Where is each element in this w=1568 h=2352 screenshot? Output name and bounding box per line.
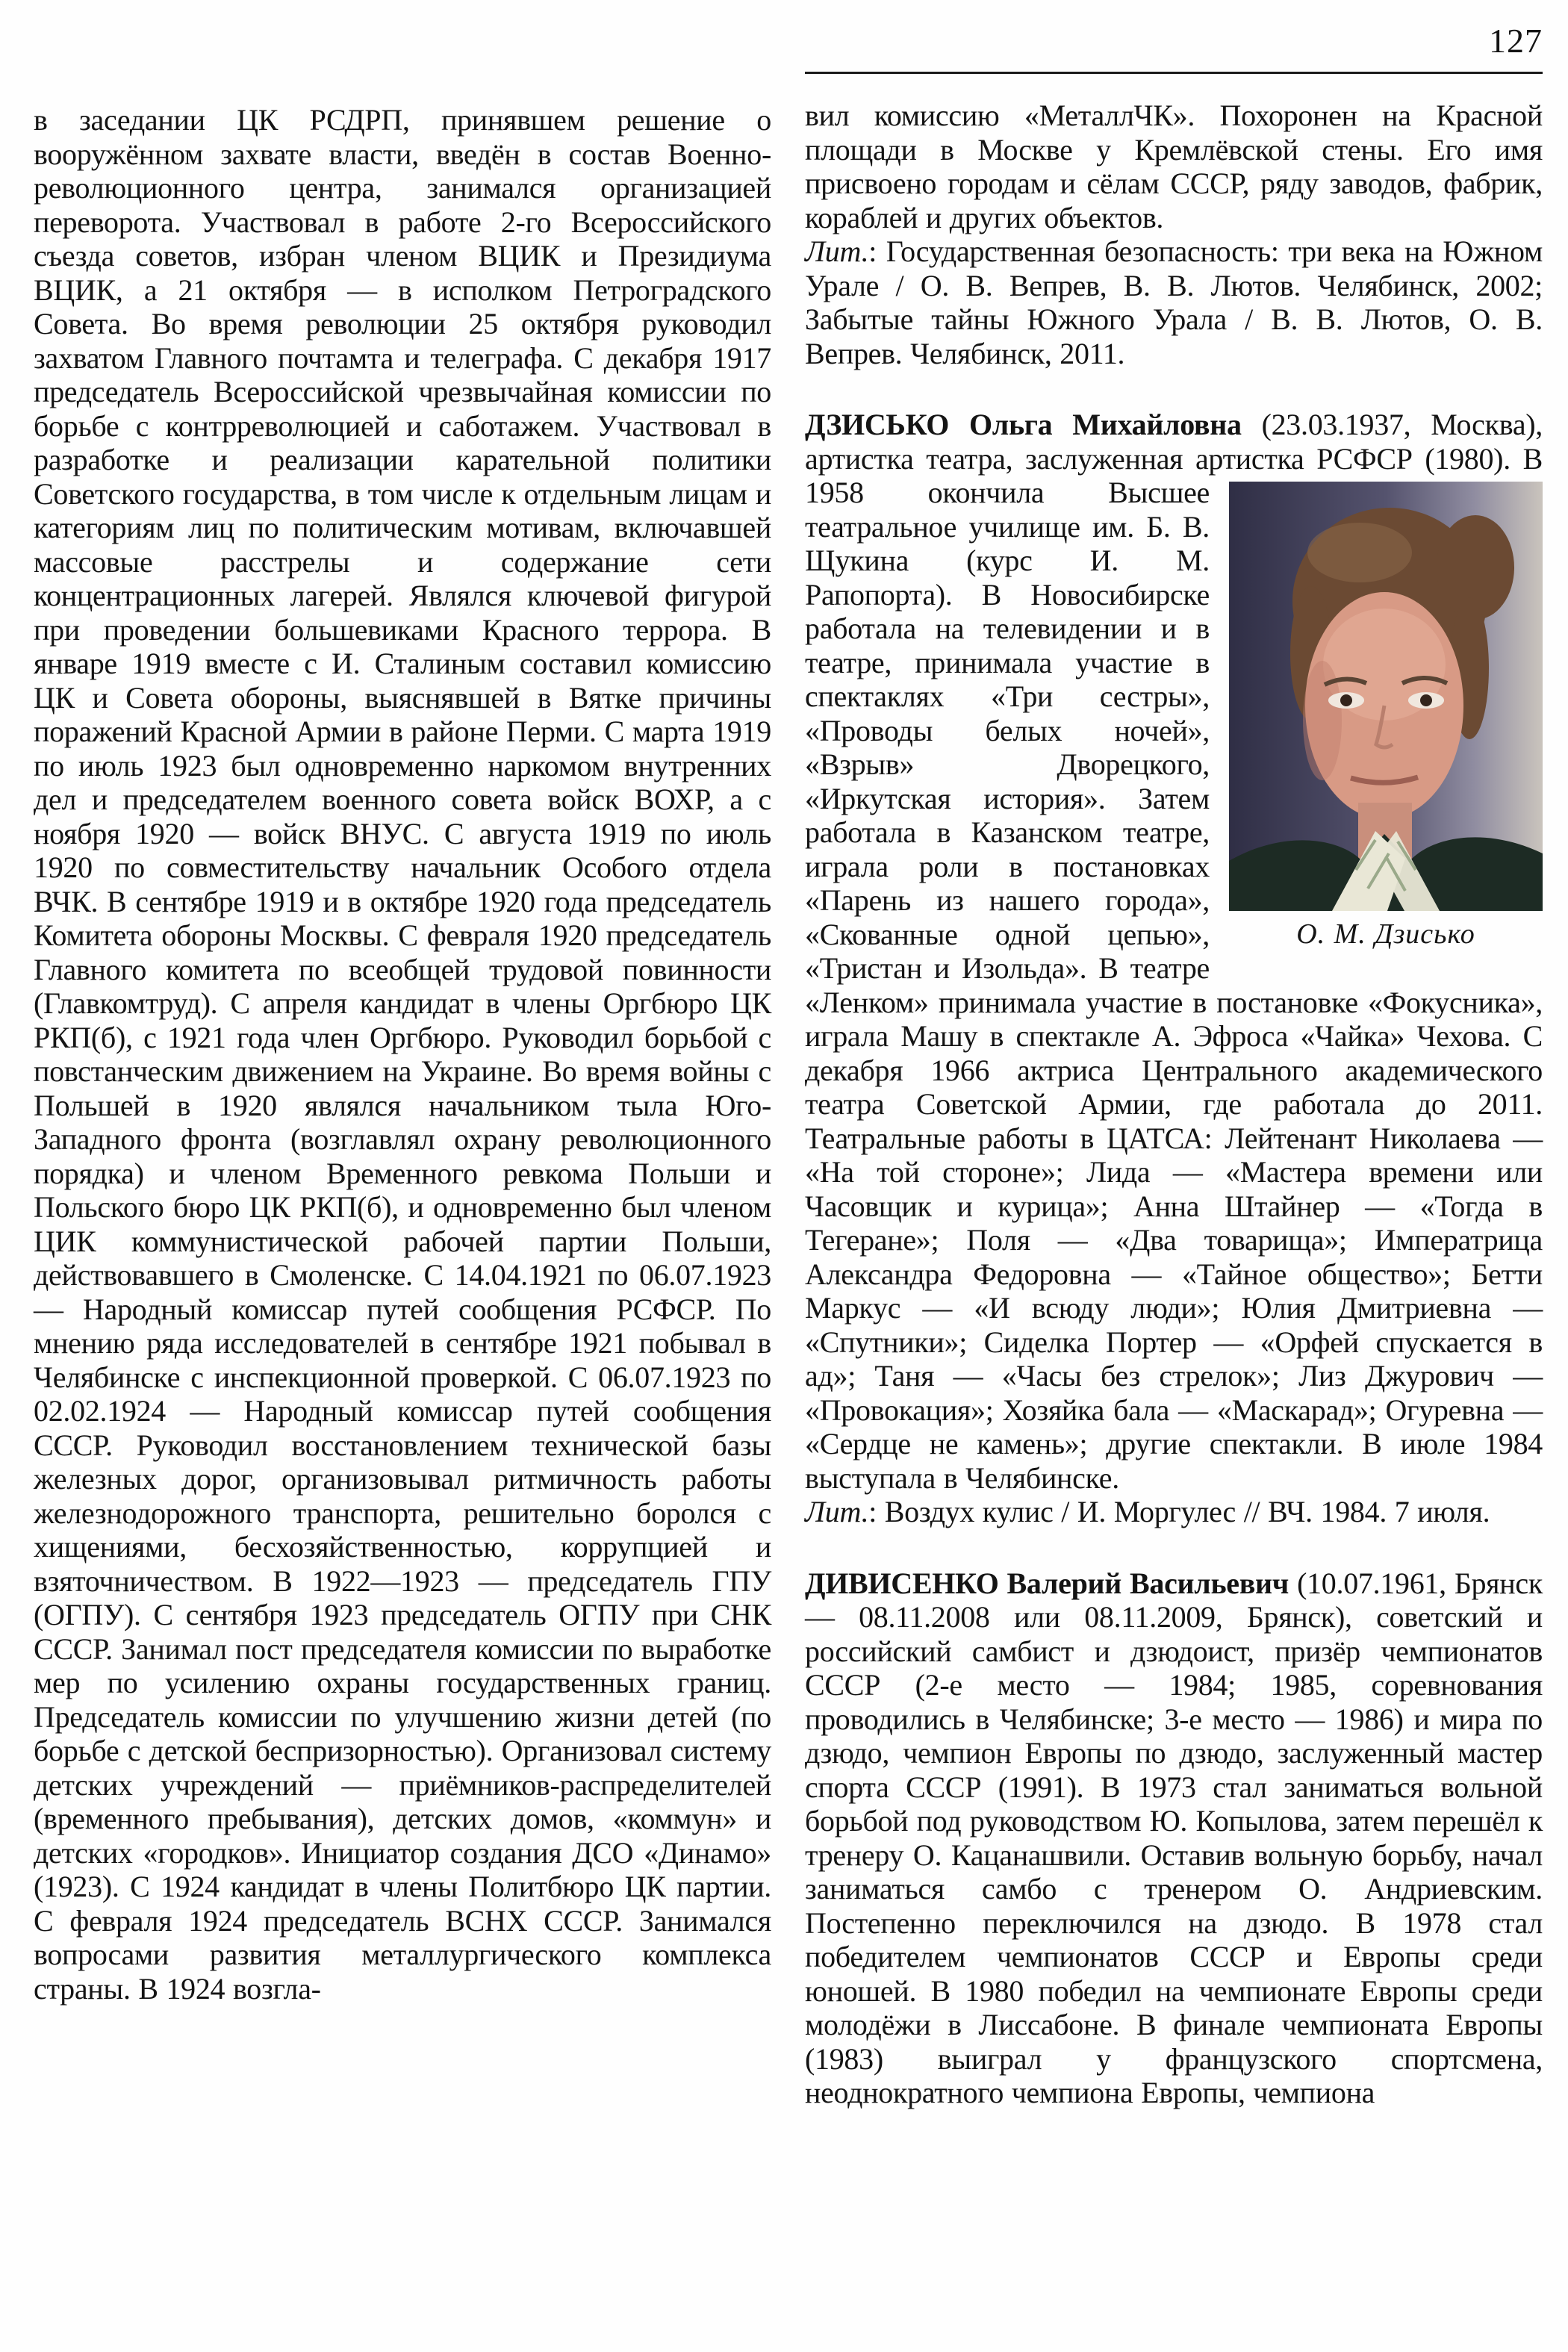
dzisko-intro-text: (23.03.1937, Москва), артистка театра, заслуженная артистка (805, 408, 1543, 476)
lit-text: : Государственная безопасность: три века на Южном Урале / О. В. Вепрев, В. В. Лютов. Челябинск, 2002; Забытые тайны Южного Урала / В. В. Лютов, О. В. Вепрев. Челябинск, 2011. (805, 234, 1543, 370)
continuation-paragraph: вил комиссию «МеталлЧК». Похоронен на Красной площади в Москве у Кремлёвской стены. Его имя присвоено городам и сёлам СССР, ряду заводов, фабрик, кораблей и других объектов. (805, 99, 1543, 234)
left-column (34, 103, 771, 2006)
photo-caption: О. М. Дзисько (1296, 918, 1475, 950)
headword-dzisko: ДЗИСЬКО Ольга Михайловна (805, 408, 1242, 441)
header-rule (805, 72, 1543, 74)
right-column (805, 0, 1543, 2110)
lit-reference-continuation (805, 234, 1543, 370)
portrait-photo-figure (1229, 482, 1543, 951)
dzisko-body-text: РСФСР (1980). В 1958 окончила Высшее театральное училище им. Б. В. Щукина (курс И. М. Рапопорта). В Новосибирске работала на телевидении и в театре, принимала участие в спектаклях «Три сестры», «Проводы белых ночей», «Взрыв» Дворецкого, «Иркутская история». Затем работала в Казанском театре, играла роли в постановках «Парень из нашего города», «Скованные одной цепью», «Тристан и Изольда». В театре «Ленком» принимала участие в постановке «Фокусника», играла Машу в спектакле А. Эфроса «Чайка» Чехова. С декабря 1966 актриса Центрального академического театра Советской Армии, где работала до 2011. Театральные работы в ЦАТСА: Лейтенант Николаева — «На той стороне»; Лида — «Мастера времени или Часовщик и курица»; Анна Штайнер — «Тогда в Тегеране»; Поля — «Два товарища»; Императрица Александра Федоровна — «Тайное общество»; Бетти Маркус — «И всюду люди»; Юлия Дмитриевна — «Спутники»; Сиделка Портер — «Орфей спускается в ад»; Таня — «Часы без стрелок»; Лиз Джурович — «Провокация»; Хозяйка бала — «Маскарад»; Огуревна — «Сердце не камень»; другие спектакли. В июле 1984 выступала в Челябинске. (805, 441, 1543, 1495)
lit-text: : Воздух кулис / И. Моргулес // ВЧ. 1984. 7 июля. (868, 1495, 1490, 1528)
divisenko-body-text: (10.07.1961, Брянск — 08.11.2008 или 08.11.2009, Брянск), советский и российский самбист и дзюдоист, призёр чемпионатов СССР (2-е место — 1984; 1985, соревнования проводились в Челябинске; 3-е место — 1986) и мира по дзюдо, чемпион Европы по дзюдо, заслуженный мастер спорта СССР (1991). В 1973 стал заниматься вольной борьбой под руководством Ю. Копылова, затем перешёл к тренеру О. Кацанашвили. Оставив вольную борьбу, начал заниматься самбо с тренером О. Андриевским. Постепенно переключился на дзюдо. В 1978 стал победителем чемпионатов СССР и Европы среди юношей. В 1980 победил на чемпионате Европы среди молодёжи в Лиссабоне. В финале чемпионата Европы (1983) выиграл у французского спортсмена, неоднократного чемпиона Европы, чемпиона (805, 1566, 1543, 2109)
lit-reference-dzisko (805, 1495, 1543, 1529)
lit-label: Лит. (805, 234, 869, 268)
headword-divisenko: ДИВИСЕНКО Валерий Васильевич (805, 1566, 1289, 1600)
article-dzisko (805, 408, 1543, 1495)
left-column-paragraph: в заседании ЦК РСДРП, принявшем решение о вооружённом захвате власти, введён в состав Военно-революционного центра, занимался организацией переворота. Участвовал в работе 2-го Всероссийского съезда советов, избран членом ВЦИК и Президиума ВЦИК, а 21 октября — в исполком Петроградского Совета. Во время революции 25 октября руководил захватом Главного почтамта и телеграфа. С декабря 1917 председатель Всероссийской чрезвычайная комиссии по борьбе с контрреволюцией и саботажем. Участвовал в разработке и реализации карательной политики Советского государства, в том числе к отдельным лицам и категориям лиц по политическим мотивам, включавшей массовые расстрелы и содержание сети концентрационных лагерей. Являлся ключевой фигурой при проведении большевиками Красного террора. В январе 1919 вместе с И. Сталиным составил комиссию ЦК и Совета обороны, выяснявшей в Вятке причины поражений Красной Армии в районе Перми. С марта 1919 по июль 1923 был одновременно наркомом внутренних дел и председателем военного совета войск ВОХР, а с ноября 1920 — войск ВНУС. С августа 1919 по июль 1920 по совместительству начальник Особого отдела ВЧК. В сентябре 1919 и в октябре 1920 года председатель Комитета обороны Москвы. С февраля 1920 председатель Главного комитета по всеобщей трудовой повинности (Главкомтруд). С апреля кандидат в члены Оргбюро ЦК РКП(б), с 1921 года член Оргбюро. Руководил борьбой с повстанческим движением на Украине. Во время войны с Польшей в 1920 являлся начальником тыла Юго-Западного фронта (возглавлял охрану революционного порядка) и членом Временного ревкома Польши и Польского бюро ЦК РКП(б), и одновременно был членом ЦИК коммунистической рабочей партии Польши, действовавшего в Смоленске. С 14.04.1921 по 06.07.1923 — Народный комиссар путей сообщения РСФСР. По мнению ряда исследователей в сентябре 1921 побывал в Челябинске с инспекционной проверкой. С 06.07.1923 по 02.02.1924 — Народный комиссар путей сообщения СССР. Руководил восстановлением технической базы железных дорог, организовывал ритмичность работы железнодорожного транспорта, решительно боролся с хищениями, бесхозяйственностью, коррупцией и взяточничеством. В 1922—1923 — председатель ГПУ (ОГПУ). С сентября 1923 председатель ОГПУ при СНК СССР. Занимал пост председателя комиссии по выработке мер по усилению охраны государственных границ. Председатель комиссии по улучшению жизни детей (по борьбе с детской беспризорностью). Организовал систему детских учреждений — приёмников-распределителей (временного пребывания), детских домов, «коммун» и детских «городков». Инициатор создания ДСО «Динамо» (1923). С 1924 кандидат в члены Политбюро ЦК партии. С февраля 1924 председатель ВСНХ СССР. Занимался вопросами развития металлургического комплекса страны. В 1924 возгла- (34, 103, 771, 2006)
page-number: 127 (1489, 22, 1543, 60)
article-divisenko (805, 1567, 1543, 2110)
lit-label: Лит. (805, 1495, 869, 1528)
portrait-photo (1229, 482, 1543, 911)
